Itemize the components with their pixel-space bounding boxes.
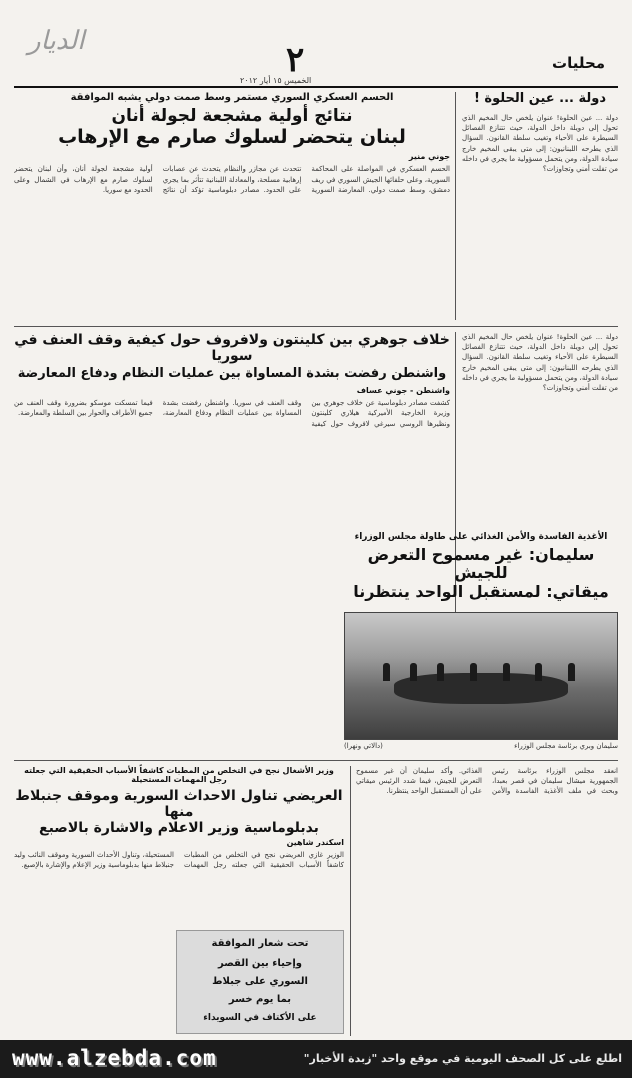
article-lebanon-terrorism [14, 92, 450, 320]
pull-quote-line: وإحياء بين القصر [217, 958, 303, 969]
article-body: الوزير غازي العريضي نجح في التخلص من المطبات كاشفاً الأسباب الحقيقية التي جعلته رجل المهمات المستحيلة، وتناول الأحداث السورية وموقف النائب وليد جنبلاط منها بدبلوماسية وزير الإعلام والإشارة بالإصبع. [14, 851, 344, 870]
article-body: دولة ... عين الحلوة! عنوان يلخص حال المخيم الذي تحول إلى دويلة داخل الدولة، حيث تتنازع الفصائل السيطرة على الأحياء وتغيب سلطة القانون. السؤال الذي يطرحه اللبنانيون: إلى متى يبقى المخيم خارج سيادة الدولة، ومن يتحمل مسؤولية ما يجري في داخله من تفلت أمني وتجاوزات؟ [462, 113, 618, 173]
article-dawla [462, 92, 618, 320]
article-cabinet-body [356, 766, 618, 1034]
article-subheadline: بدبلوماسية وزير الاعلام والاشارة بالاصبع [39, 820, 319, 837]
section-divider [14, 760, 618, 761]
article-subheadline: واشنطن رفضت بشدة المساواة بين عمليات النظام ودفاع المعارضة [17, 366, 447, 382]
article-headline: دولة ... عين الحلوة ! [473, 91, 607, 106]
article-body: دولة ... عين الحلوة! عنوان يلخص حال المخيم الذي تحول إلى دويلة داخل الدولة، حيث تتنازع الفصائل السيطرة على الأحياء وتغيب سلطة القانون. السؤال الذي يطرحه اللبنانيون: إلى متى يبقى المخيم خارج سيادة الدولة، ومن يتحمل مسؤولية ما يجري في داخله من تفلت أمني وتجاوزات؟ [462, 333, 618, 393]
pull-quote [176, 930, 344, 1034]
article-kicker: وزير الأشغال نجح في التخلص من المطبات كاشفاً الأسباب الحقيقية التي جعلته رجل المهمات المستحيلة [24, 766, 334, 784]
pull-quote-line: بما يوم خسر [228, 994, 292, 1005]
article-body: انعقد مجلس الوزراء برئاسة رئيس الجمهورية ميشال سليمان في قصر بعبدا، وبحث في ملف الأغذية الفاسدة والأمن الغذائي. وأكد سليمان أن غير مسموح التعرض للجيش، فيما شدد الرئيس ميقاتي على أن المستقبل الواحد ينتظرنا. [356, 767, 618, 796]
section-divider [14, 326, 618, 327]
newspaper-logo: الديار [28, 26, 85, 56]
section-title: محليات [552, 54, 606, 72]
page-number: ٢ [286, 40, 305, 80]
pull-quote-line: السوري على جبلاط [212, 976, 308, 987]
article-headline: العريضي تناول الاحداث السورية وموقف جنبلاط منها [15, 788, 343, 821]
masthead-rule [14, 86, 618, 88]
footer-banner [0, 1040, 632, 1078]
article-byline: اسكندر شاهين [286, 838, 344, 847]
masthead [0, 0, 632, 86]
article-body: الحسم العسكري في المواصلة على المحاكمة السورية، وعلى حلفائها الجيش السوري في ريف دمشق، وسط صمت دولي. المعارضة السورية تتحدث عن مجازر والنظام يتحدث عن عصابات إرهابية مسلحة، والمعادلة اللبنانية تتأثر بما يجري على الحدود. مصادر دبلوماسية تؤكد أن نتائج أولية مشجعة لجولة أنان، وأن لبنان يتحضر لسلوك صارم مع الإرهاب في الشمال وعلى الحدود مع سوريا. [14, 165, 450, 194]
article-subheadline: لبنان يتحضر لسلوك صارم مع الإرهاب [58, 125, 406, 148]
site-url[interactable]: www.alzebda.com [12, 1046, 217, 1070]
column-divider [350, 766, 351, 1036]
article-byline: جوني منير [408, 152, 450, 162]
cabinet-photo [344, 612, 618, 740]
pull-quote-line: على الأكتاف في السويداء [203, 1013, 317, 1023]
column-divider [455, 92, 456, 320]
photo-caption-row [344, 742, 618, 754]
article-subheadline: ميقاتي: لمستقبل الواحد ينتظرنا [353, 581, 609, 601]
article-continued-right [462, 332, 618, 530]
promo-text: اطلع على كل الصحف اليومية في موقع واحد "زبدة الأخبار" [303, 1052, 622, 1065]
article-kicker: الأغذية الفاسدة والأمن الغذائي على طاولة مجلس الوزراء [354, 532, 608, 542]
photo-credit: (دالاتي ونهرا) [344, 742, 383, 750]
article-headline: نتائج أولية مشجعة لجولة أنان [111, 106, 353, 126]
pull-quote-line: تحت شعار الموافقة [211, 938, 309, 949]
article-kicker: الحسم العسكري السوري مستمر وسط صمت دولي يشبه الموافقة [70, 92, 394, 103]
article-body: كشفت مصادر دبلوماسية عن خلاف جوهري بين وزيرة الخارجية الأميركية هيلاري كلينتون ونظيرها الروسي سيرغي لافروف حول كيفية وقف العنف في سوريا. واشنطن رفضت بشدة المساواة بين عمليات النظام ودفاع المعارضة، فيما تمسكت موسكو بضرورة وقف العنف من جميع الأطراف والحوار بين السلطة والمعارضة. [14, 399, 450, 428]
issue-date: الخميس ١٥ أيار ٢٠١٢ [240, 76, 312, 85]
article-aridi-header [14, 766, 344, 837]
article-headline: خلاف جوهري بين كلينتون ولافروف حول كيفية وقف العنف في سوريا [14, 332, 450, 365]
article-headline: سليمان: غير مسموح التعرض للجيش [367, 545, 595, 583]
photo-caption: سليمان وبري برئاسة مجلس الوزراء [514, 742, 618, 750]
article-byline: واشنطن - جوني عساف [356, 386, 450, 396]
article-cabinet [344, 546, 618, 606]
